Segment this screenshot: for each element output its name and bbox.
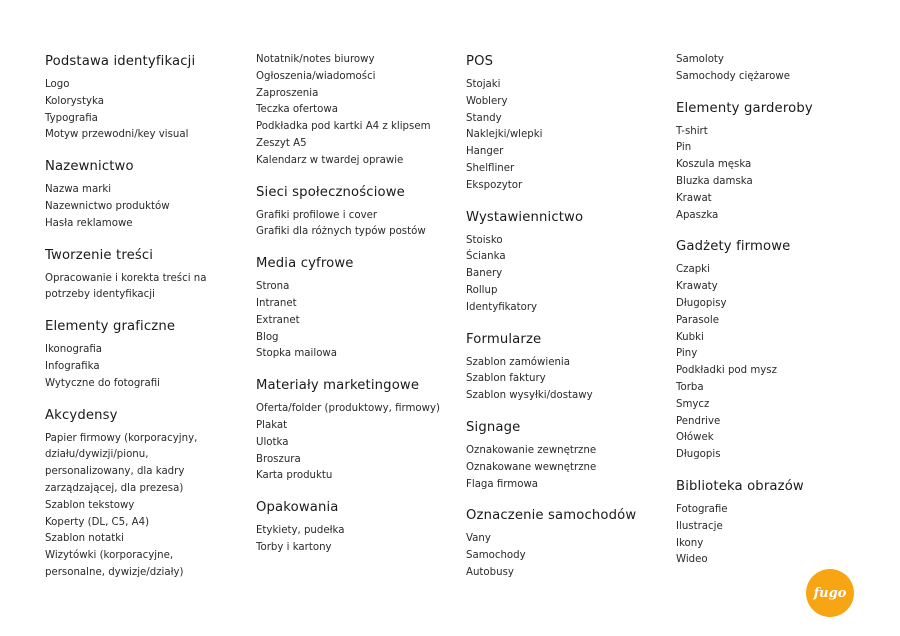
section-heading: Akcydensy	[45, 407, 118, 423]
list-item: Notatnik/notes biurowy	[256, 54, 375, 65]
list-item: Stopka mailowa	[256, 348, 337, 360]
list-item: Hasła reklamowe	[45, 217, 133, 229]
list-item: Samochody ciężarowe	[676, 70, 790, 82]
list-item: Zeszyt A5	[256, 137, 307, 149]
section-heading: Biblioteka obrazów	[676, 478, 804, 494]
list-item: Długopis	[676, 449, 721, 461]
section-heading: POS	[466, 54, 494, 69]
list-item: Teczka ofertowa	[256, 104, 338, 116]
section-heading: Sieci społecznościowe	[256, 184, 405, 200]
section	[256, 376, 456, 485]
list-item: Długopisy	[676, 297, 727, 309]
list-item: Kubki	[676, 331, 704, 343]
list-item: Rollup	[466, 284, 498, 296]
logo-text: fugo	[813, 585, 847, 601]
list-item: Fotografie	[676, 503, 728, 515]
list-item: Karta produktu	[256, 470, 333, 482]
list-item: Ikonografia	[45, 344, 103, 356]
list-item: Grafiki dla różnych typów postów	[256, 226, 426, 238]
list-item: Vany	[466, 533, 491, 545]
list-item: Broszura	[256, 453, 301, 465]
section-heading: Opakowania	[256, 500, 339, 516]
section	[45, 406, 235, 582]
list-item: Stoisko	[466, 234, 503, 246]
list-item: Opracowanie i korekta treści na potrzeby identyfikacji	[45, 272, 207, 301]
column-4	[676, 52, 876, 582]
list-item: Krawaty	[676, 281, 718, 293]
list-item: Blog	[256, 331, 279, 343]
section	[466, 52, 666, 195]
list-item: Pendrive	[676, 415, 721, 427]
list-item: Piny	[676, 348, 698, 360]
list-item: Nazwa marki	[45, 184, 112, 196]
section	[45, 157, 235, 232]
list-item: Etykiety, pudełka	[256, 525, 345, 537]
section	[45, 246, 235, 305]
list-item: Stojaki	[466, 79, 501, 90]
list-item: Typografia	[45, 112, 98, 124]
list-item: Banery	[466, 268, 503, 280]
list-item: Naklejki/wlepki	[466, 129, 543, 141]
section	[466, 418, 666, 493]
column-1	[45, 52, 235, 595]
list-item: Szablon wysyłki/dostawy	[466, 390, 593, 402]
column-3	[466, 52, 666, 595]
list-item: Ekspozytor	[466, 179, 523, 191]
list-item: Samochody	[466, 550, 526, 562]
list-item: Strona	[256, 281, 290, 293]
section	[676, 477, 876, 569]
list-item: Grafiki profilowe i cover	[256, 209, 378, 221]
list-item: Pin	[676, 142, 692, 154]
section	[676, 52, 876, 86]
list-item: Oznakowane wewnętrzne	[466, 461, 597, 473]
section-heading: Tworzenie treści	[45, 247, 154, 263]
list-item: Koszula męska	[676, 159, 752, 171]
list-item: Podkładka pod kartki A4 z klipsem	[256, 121, 431, 133]
list-item: Nazewnictwo produktów	[45, 200, 170, 212]
section-heading: Podstawa identyfikacji	[45, 54, 196, 69]
list-item: Szablon tekstowy	[45, 499, 135, 511]
section-heading: Gadżety firmowe	[676, 239, 791, 255]
list-item: Parasole	[676, 314, 719, 326]
list-item: Woblery	[466, 95, 508, 107]
list-item: Samoloty	[676, 54, 724, 65]
section-heading: Nazewnictwo	[45, 159, 134, 175]
section	[466, 208, 666, 317]
column-2	[256, 52, 456, 570]
list-item: Kolorystyka	[45, 95, 104, 107]
section	[466, 506, 666, 581]
list-item: Infografika	[45, 360, 100, 372]
section	[45, 52, 235, 144]
list-item: Intranet	[256, 297, 297, 309]
list-item: Smycz	[676, 398, 710, 410]
list-item: Oferta/folder (produktowy, firmowy)	[256, 403, 440, 415]
section	[466, 330, 666, 405]
list-item: Ikony	[676, 537, 704, 549]
list-item: Podkładki pod mysz	[676, 365, 777, 377]
list-item: Plakat	[256, 419, 288, 431]
section	[256, 498, 456, 557]
list-item: Extranet	[256, 314, 300, 326]
list-item: Torby i kartony	[256, 541, 332, 553]
list-item: Identyfikatory	[466, 301, 538, 313]
section-heading: Wystawiennictwo	[466, 209, 584, 225]
list-item: Czapki	[676, 264, 710, 276]
section	[256, 254, 456, 363]
list-item: Ogłoszenia/wiadomości	[256, 70, 376, 82]
list-item: Bluzka damska	[676, 175, 753, 187]
list-item: Wideo	[676, 554, 708, 566]
list-item: Ilustracje	[676, 520, 723, 532]
list-item: Torba	[676, 381, 704, 393]
list-item: Autobusy	[466, 566, 514, 578]
list-item: Wizytówki (korporacyjne, personalne, dywizje/działy)	[45, 550, 184, 578]
section-heading: Media cyfrowe	[256, 256, 354, 272]
list-item: Ulotka	[256, 436, 289, 448]
list-item: Szablon notatki	[45, 533, 124, 545]
section	[256, 183, 456, 242]
list-item: Wytyczne do fotografii	[45, 377, 160, 389]
brand-logo	[806, 569, 854, 617]
list-item: Ścianka	[466, 251, 506, 263]
section	[256, 52, 456, 170]
list-item: Szablon faktury	[466, 373, 546, 385]
list-item: Flaga firmowa	[466, 478, 539, 490]
section-heading: Elementy graficzne	[45, 319, 176, 335]
list-item: Szablon zamówienia	[466, 356, 570, 368]
section-heading: Oznaczenie samochodów	[466, 508, 637, 524]
section	[676, 99, 876, 225]
list-item: Standy	[466, 112, 502, 124]
list-item: Shelfliner	[466, 162, 515, 174]
section-heading: Signage	[466, 419, 521, 435]
list-item: Kalendarz w twardej oprawie	[256, 154, 404, 166]
list-item: Krawat	[676, 192, 712, 204]
list-item: Papier firmowy (korporacyjny, działu/dywizji/pionu, personalizowany, dla kadry zarządzającej, dla prezesa)	[45, 432, 198, 494]
list-item: Oznakowanie zewnętrzne	[466, 444, 597, 456]
list-item: Motyw przewodni/key visual	[45, 129, 189, 141]
list-item: T-shirt	[676, 125, 708, 137]
section	[45, 317, 235, 392]
list-item: Ołówek	[676, 432, 714, 444]
section-heading: Formularze	[466, 331, 542, 347]
list-item: Hanger	[466, 146, 504, 158]
list-item: Logo	[45, 79, 70, 90]
section	[676, 237, 876, 464]
list-item: Apaszka	[676, 209, 719, 221]
section-heading: Materiały marketingowe	[256, 378, 420, 394]
section-heading: Elementy garderoby	[676, 100, 813, 116]
list-item: Koperty (DL, C5, A4)	[45, 516, 150, 528]
list-item: Zaproszenia	[256, 87, 319, 99]
